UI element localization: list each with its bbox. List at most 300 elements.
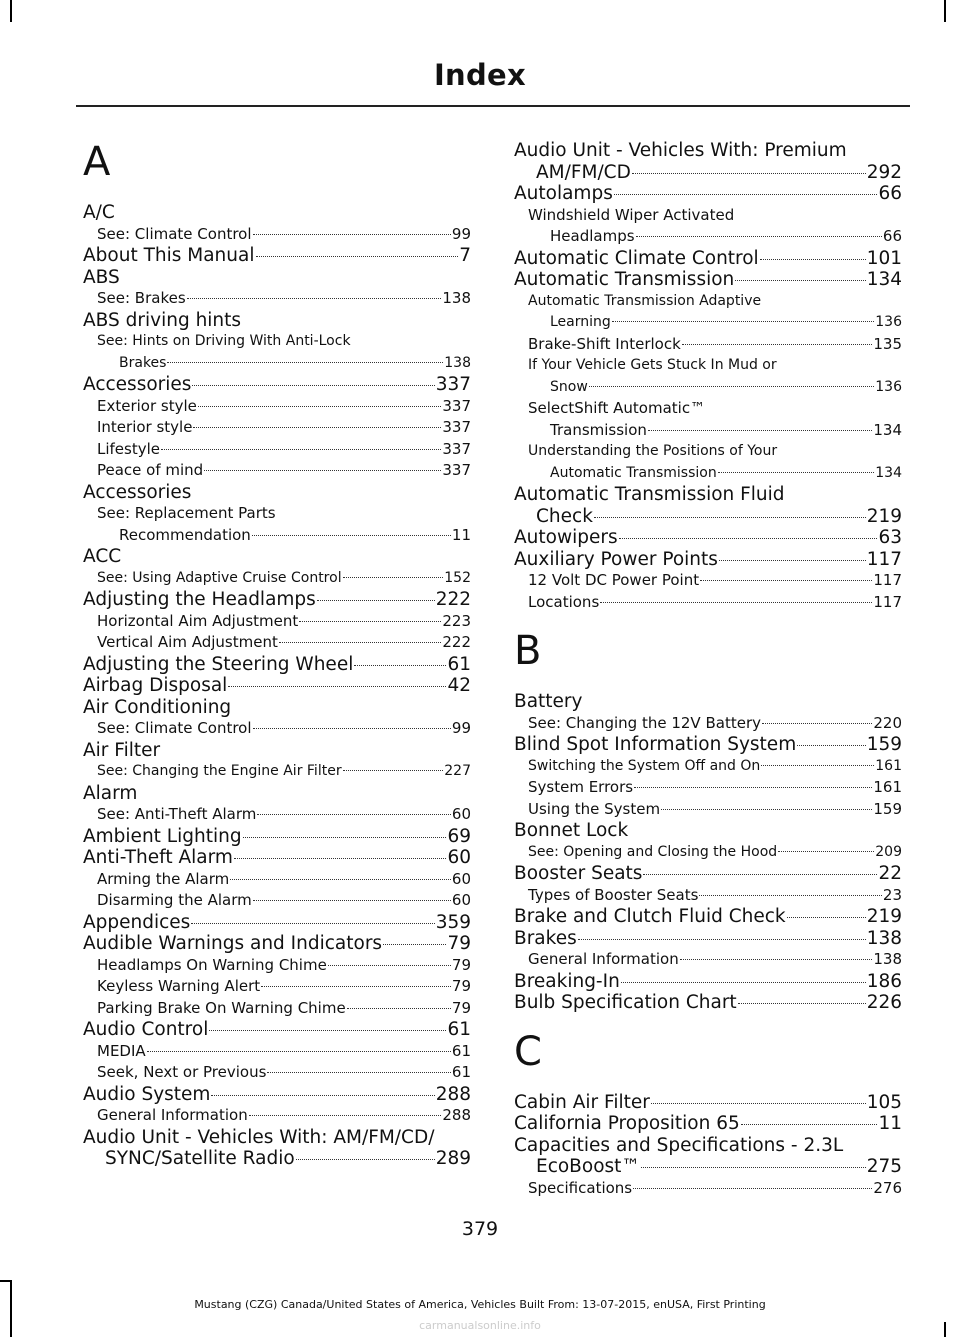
- index-subentry: [83, 224, 471, 246]
- entry-title: Locations: [528, 592, 600, 611]
- index-subentry: [514, 592, 902, 614]
- entry-page-number: 159: [866, 734, 902, 755]
- index-entry: [514, 248, 902, 270]
- index-entry: [83, 783, 471, 805]
- entry-page-number: 79: [451, 955, 471, 974]
- index-subentry: [514, 570, 902, 592]
- entry-title: Battery: [514, 691, 583, 712]
- dot-leader: [634, 787, 872, 788]
- entry-page-number: 292: [866, 161, 902, 183]
- header-divider: [76, 105, 910, 107]
- entry-title: Parking Brake On Warning Chime: [97, 998, 346, 1017]
- entry-title: Audible Warnings and Indicators: [83, 933, 383, 954]
- entry-title: System Errors: [528, 778, 634, 796]
- entry-page-number: 136: [875, 314, 902, 330]
- entry-title-line1: SelectShift Automatic™: [528, 399, 706, 417]
- index-entries-c: [514, 1092, 902, 1200]
- entry-page-number: 337: [442, 396, 471, 415]
- entry-title: See: Changing the Engine Air Filter: [97, 763, 342, 779]
- entry-page-number: 275: [866, 1156, 902, 1177]
- entry-title: Bonnet Lock: [514, 820, 629, 841]
- dot-leader: [619, 538, 878, 539]
- index-entry: [514, 527, 902, 549]
- index-subentry: [514, 777, 902, 799]
- dot-leader: [578, 939, 866, 940]
- entry-title-line1: Capacities and Specifications - 2.3L: [514, 1134, 844, 1156]
- dot-leader: [700, 580, 872, 581]
- index-entry: [514, 906, 902, 928]
- entry-title: Switching the System Off and On: [528, 757, 761, 774]
- dot-leader: [661, 809, 872, 810]
- index-subentry: [83, 611, 471, 633]
- entry-title: Exterior style: [97, 396, 197, 415]
- index-subentry: [83, 998, 471, 1020]
- footer-text: Mustang (CZG) Canada/United States of America, Vehicles Built From: 13-07-2015, enUSA, First Printing: [194, 1298, 766, 1311]
- dot-leader: [234, 858, 447, 859]
- entry-page-number: 220: [873, 713, 902, 732]
- index-entry: [83, 546, 471, 568]
- section-letter-b: B: [514, 628, 542, 674]
- entry-title: Accessories: [83, 374, 192, 395]
- index-subentry: [514, 398, 902, 441]
- index-subentry: [514, 713, 902, 735]
- entry-title: Air Filter: [83, 739, 161, 761]
- entry-page-number: 60: [451, 891, 471, 909]
- entry-page-number: 219: [866, 505, 902, 527]
- entry-title: Alarm: [83, 782, 138, 804]
- entry-page-number: 134: [866, 269, 902, 290]
- entry-title-line2: Learning: [550, 314, 611, 330]
- entry-title: Appendices: [83, 911, 191, 933]
- entry-title-line2: Snow: [550, 378, 588, 395]
- entry-title-line1: Audio Unit - Vehicles With: AM/FM/CD/: [83, 1126, 435, 1148]
- entry-page-number: 135: [873, 334, 902, 353]
- index-column-right: [514, 140, 902, 1199]
- page-number: 379: [461, 1218, 499, 1240]
- dot-leader: [651, 1103, 866, 1104]
- entry-page-number: 117: [873, 592, 902, 611]
- index-entry: [514, 183, 902, 205]
- entry-page-number: 61: [451, 1041, 471, 1060]
- dot-leader: [253, 234, 451, 235]
- dot-leader: [633, 1188, 872, 1189]
- entry-title-line2: EcoBoost™: [536, 1156, 640, 1177]
- index-entry: [514, 484, 902, 527]
- entry-title: See: Changing the 12V Battery: [528, 713, 761, 732]
- dot-leader: [735, 280, 865, 281]
- entry-title: General Information: [528, 950, 679, 968]
- entry-page-number: 276: [873, 1178, 902, 1197]
- index-subentry: [514, 756, 902, 778]
- entry-title: Peace of mind: [97, 461, 204, 479]
- dot-leader: [267, 1072, 450, 1073]
- index-subentry: [514, 949, 902, 971]
- dot-leader: [347, 1008, 451, 1009]
- index-entry: [514, 549, 902, 571]
- dot-leader: [257, 814, 451, 815]
- entry-title: 12 Volt DC Power Point: [528, 571, 700, 589]
- entry-page-number: 288: [435, 1083, 471, 1105]
- entry-page-number: 60: [451, 869, 471, 888]
- entry-title-line2: Recommendation: [119, 525, 251, 544]
- dot-leader: [317, 600, 435, 601]
- entry-title: ACC: [83, 546, 122, 567]
- dot-leader: [680, 959, 873, 960]
- entry-title: Vertical Aim Adjustment: [97, 633, 278, 651]
- entry-page-number: 79: [451, 998, 471, 1017]
- index-entry: [83, 675, 471, 697]
- entry-page-number: 138: [444, 354, 471, 371]
- index-subentry: [514, 441, 902, 484]
- dot-leader: [741, 1124, 878, 1125]
- entry-title-line1: See: Hints on Driving With Anti-Lock: [97, 333, 351, 349]
- dot-leader: [621, 982, 866, 983]
- index-subentry: [83, 718, 471, 740]
- entry-title-line2: Transmission: [550, 420, 647, 439]
- entry-title: Blind Spot Information System: [514, 734, 797, 755]
- entry-title: ABS: [83, 266, 120, 288]
- entry-title: Adjusting the Headlamps: [83, 589, 316, 610]
- index-subentry: [514, 291, 902, 334]
- index-entries-a: [83, 202, 471, 1170]
- index-entry: [83, 267, 471, 289]
- dot-leader: [209, 1030, 446, 1031]
- entry-title-line1: Automatic Transmission Adaptive: [528, 292, 762, 309]
- index-entry: [514, 992, 902, 1014]
- index-subentry: [83, 1041, 471, 1063]
- entry-title: Anti-Theft Alarm: [83, 847, 233, 868]
- entry-page-number: 117: [873, 571, 902, 589]
- index-subentry: [83, 460, 471, 482]
- entry-page-number: 11: [451, 525, 471, 544]
- dot-leader: [761, 765, 874, 766]
- entry-title: Booster Seats: [514, 863, 643, 884]
- dot-leader: [230, 879, 451, 880]
- index-subentry: [514, 885, 902, 907]
- index-entry: [514, 140, 902, 183]
- index-subentry: [83, 955, 471, 977]
- dot-leader: [249, 1115, 442, 1116]
- entry-page-number: 337: [442, 418, 471, 436]
- dot-leader: [328, 965, 451, 966]
- dot-leader: [167, 362, 443, 363]
- entry-page-number: 136: [875, 378, 902, 395]
- dot-leader: [719, 560, 866, 561]
- entry-page-number: 11: [878, 1113, 902, 1134]
- index-entry: [83, 826, 471, 848]
- entry-page-number: 7: [459, 245, 471, 266]
- dot-leader: [614, 194, 878, 195]
- dot-leader: [699, 895, 882, 896]
- index-subentry: [83, 869, 471, 891]
- entry-page-number: 105: [866, 1091, 902, 1113]
- entry-page-number: 61: [447, 1019, 471, 1040]
- entry-title: Air Conditioning: [83, 696, 232, 718]
- entry-title: Audio Control: [83, 1019, 209, 1040]
- entry-page-number: 99: [451, 719, 471, 737]
- dot-leader: [738, 1003, 866, 1004]
- entry-page-number: 79: [451, 977, 471, 995]
- entry-title-line1: See: Replacement Parts: [97, 504, 276, 522]
- index-subentry: [83, 1062, 471, 1084]
- dot-leader: [778, 851, 874, 852]
- entry-title-line2: Headlamps: [550, 227, 635, 245]
- dot-leader: [343, 770, 444, 771]
- entry-title: Auxiliary Power Points: [514, 548, 718, 570]
- entry-page-number: 226: [866, 992, 902, 1013]
- dot-leader: [632, 173, 866, 174]
- entry-title: See: Climate Control: [97, 224, 252, 243]
- dot-leader: [383, 944, 446, 945]
- index-entry: [514, 1135, 902, 1178]
- entry-title: Audio System: [83, 1083, 211, 1105]
- entry-title: Adjusting the Steering Wheel: [83, 653, 354, 675]
- entry-page-number: 161: [875, 757, 902, 774]
- index-entry: [514, 691, 902, 713]
- entry-title-line2: AM/FM/CD: [536, 161, 631, 183]
- entry-title: Airbag Disposal: [83, 675, 228, 696]
- index-subentry: [83, 804, 471, 826]
- entry-page-number: 60: [451, 805, 471, 823]
- index-column-left: [83, 140, 471, 1170]
- entry-title-line1: Understanding the Positions of Your: [528, 443, 778, 459]
- entry-title: Seek, Next or Previous: [97, 1063, 267, 1081]
- entry-page-number: 23: [882, 885, 902, 904]
- dot-leader: [252, 535, 451, 536]
- entry-page-number: 101: [866, 247, 902, 269]
- entry-title-line2: SYNC/Satellite Radio: [105, 1148, 295, 1169]
- dot-leader: [253, 728, 451, 729]
- entry-title: Lifestyle: [97, 439, 161, 458]
- index-subentry: [514, 334, 902, 356]
- entry-page-number: 138: [873, 950, 902, 968]
- crop-mark-top-right: [944, 0, 946, 22]
- dot-leader: [718, 472, 875, 473]
- index-subentry: [83, 503, 471, 546]
- index-entry: [514, 971, 902, 993]
- entry-page-number: 223: [442, 611, 471, 630]
- dot-leader: [279, 642, 442, 643]
- dot-leader: [594, 517, 866, 518]
- index-subentry: [83, 288, 471, 310]
- entry-page-number: 186: [866, 970, 902, 992]
- index-subentry: [83, 632, 471, 654]
- entry-title: Interior style: [97, 418, 193, 436]
- entry-page-number: 138: [442, 289, 471, 307]
- index-entry: [83, 202, 471, 224]
- index-subentry: [514, 799, 902, 821]
- entry-title: Brakes: [514, 927, 577, 949]
- dot-leader: [643, 874, 877, 875]
- entry-title: See: Opening and Closing the Hood: [528, 843, 778, 860]
- entry-title-line1: Audio Unit - Vehicles With: Premium: [514, 140, 847, 161]
- index-entry: [83, 1019, 471, 1041]
- entry-page-number: 152: [444, 569, 471, 586]
- index-entry: [83, 245, 471, 267]
- page-title: Index: [433, 58, 527, 92]
- entry-page-number: 161: [873, 778, 902, 796]
- entry-page-number: 359: [435, 911, 471, 933]
- entry-page-number: 99: [451, 224, 471, 243]
- entry-page-number: 60: [447, 847, 471, 868]
- entry-page-number: 222: [435, 589, 471, 610]
- entry-title: California Proposition 65: [514, 1113, 740, 1134]
- entry-page-number: 42: [447, 675, 471, 696]
- index-entry: [514, 863, 902, 885]
- index-entry: [83, 740, 471, 762]
- index-entry: [83, 1084, 471, 1106]
- entry-title: Headlamps On Warning Chime: [97, 955, 327, 974]
- entry-title: Types of Booster Seats: [528, 885, 699, 904]
- dot-leader: [762, 723, 872, 724]
- entry-page-number: 219: [866, 906, 902, 927]
- index-subentry: [83, 1105, 471, 1127]
- entry-title: Autolamps: [514, 183, 613, 204]
- entry-page-number: 69: [447, 825, 471, 847]
- entry-title: Horizontal Aim Adjustment: [97, 611, 299, 630]
- index-entry: [514, 1092, 902, 1114]
- index-entry: [514, 269, 902, 291]
- entry-page-number: 288: [442, 1106, 471, 1124]
- entry-title: MEDIA: [97, 1041, 146, 1060]
- entry-title: Ambient Lighting: [83, 825, 242, 847]
- dot-leader: [636, 236, 882, 237]
- entry-title: See: Using Adaptive Cruise Control: [97, 569, 342, 586]
- dot-leader: [256, 256, 459, 257]
- entry-title: Accessories: [83, 481, 192, 503]
- entry-page-number: 159: [873, 799, 902, 818]
- entry-page-number: 66: [878, 183, 902, 204]
- entry-title-line2: Brakes: [119, 354, 167, 371]
- dot-leader: [354, 665, 446, 666]
- dot-leader: [161, 449, 441, 450]
- index-subentry: [514, 205, 902, 248]
- dot-leader: [641, 1167, 866, 1168]
- index-entry: [514, 928, 902, 950]
- entry-page-number: 337: [442, 461, 471, 479]
- dot-leader: [797, 745, 865, 746]
- entry-title-line1: Automatic Transmission Fluid: [514, 484, 785, 505]
- index-subentry: [514, 355, 902, 398]
- entry-page-number: 134: [873, 420, 902, 439]
- entry-title: Keyless Warning Alert: [97, 977, 261, 995]
- entry-title-line2: Check: [536, 505, 593, 527]
- entry-title-line1: If Your Vehicle Gets Stuck In Mud or: [528, 357, 777, 373]
- index-entry: [514, 820, 902, 842]
- index-subentry: [83, 976, 471, 998]
- entry-page-number: 289: [435, 1148, 471, 1169]
- index-entry: [83, 1127, 471, 1170]
- entry-page-number: 209: [875, 843, 902, 860]
- dot-leader: [612, 321, 874, 322]
- crop-mark-top-left: [10, 0, 12, 22]
- index-entry: [83, 482, 471, 504]
- dot-leader: [589, 386, 874, 387]
- index-subentry: [83, 439, 471, 461]
- entry-title: About This Manual: [83, 245, 255, 266]
- index-entries-a-continued: [514, 140, 902, 613]
- entry-page-number: 227: [444, 763, 471, 779]
- watermark: carmanualsonline.info: [419, 1319, 541, 1332]
- index-entries-b: [514, 691, 902, 1014]
- dot-leader: [299, 621, 441, 622]
- entry-title: Automatic Transmission: [514, 269, 735, 290]
- entry-page-number: 22: [878, 863, 902, 884]
- index-entry: [83, 654, 471, 676]
- dot-leader: [261, 986, 451, 987]
- entry-title: Breaking-In: [514, 970, 620, 992]
- entry-title: See: Climate Control: [97, 719, 252, 737]
- dot-leader: [192, 385, 434, 386]
- dot-leader: [296, 1159, 435, 1160]
- dot-leader: [253, 900, 451, 901]
- dot-leader: [211, 1095, 434, 1096]
- index-entry: [514, 1113, 902, 1135]
- entry-title: See: Anti-Theft Alarm: [97, 805, 257, 823]
- entry-title: Bulb Specification Chart: [514, 992, 737, 1013]
- index-subentry: [514, 842, 902, 864]
- dot-leader: [243, 837, 447, 838]
- dot-leader: [648, 430, 872, 431]
- index-subentry: [514, 1178, 902, 1200]
- dot-leader: [187, 298, 442, 299]
- entry-page-number: 222: [442, 633, 471, 651]
- entry-title-line2: Automatic Transmission: [550, 464, 717, 481]
- index-entry: [83, 847, 471, 869]
- dot-leader: [760, 259, 866, 260]
- entry-title: Brake and Clutch Fluid Check: [514, 906, 786, 927]
- entry-title: Autowipers: [514, 527, 618, 548]
- dot-leader: [787, 917, 866, 918]
- index-subentry: [83, 396, 471, 418]
- entry-page-number: 66: [882, 227, 902, 245]
- index-subentry: [83, 417, 471, 439]
- entry-title: Cabin Air Filter: [514, 1091, 650, 1113]
- entry-page-number: 337: [435, 374, 471, 395]
- entry-page-number: 138: [866, 927, 902, 949]
- dot-leader: [600, 602, 872, 603]
- entry-title: Brake-Shift Interlock: [528, 334, 681, 353]
- entry-title: See: Brakes: [97, 289, 186, 307]
- dot-leader: [198, 406, 441, 407]
- entry-title: Disarming the Alarm: [97, 891, 252, 909]
- index-subentry: [83, 331, 471, 374]
- entry-page-number: 134: [875, 464, 902, 481]
- index-entry: [514, 734, 902, 756]
- dot-leader: [228, 686, 446, 687]
- index-entry: [83, 310, 471, 332]
- index-entry: [83, 697, 471, 719]
- entry-page-number: 117: [866, 548, 902, 570]
- entry-page-number: 79: [447, 933, 471, 954]
- dot-leader: [191, 923, 434, 924]
- index-entry: [83, 374, 471, 396]
- entry-page-number: 63: [878, 527, 902, 548]
- index-subentry: [83, 890, 471, 912]
- index-entry: [83, 912, 471, 934]
- entry-title: Arming the Alarm: [97, 869, 230, 888]
- dot-leader: [147, 1051, 451, 1052]
- entry-page-number: 337: [442, 439, 471, 458]
- dot-leader: [682, 344, 873, 345]
- section-letter-c: C: [514, 1028, 542, 1075]
- entry-title: General Information: [97, 1106, 248, 1124]
- entry-title-line1: Windshield Wiper Activated: [528, 205, 735, 224]
- entry-title: Automatic Climate Control: [514, 247, 759, 269]
- dot-leader: [204, 470, 441, 471]
- entry-page-number: 61: [451, 1063, 471, 1081]
- dot-leader: [343, 577, 444, 578]
